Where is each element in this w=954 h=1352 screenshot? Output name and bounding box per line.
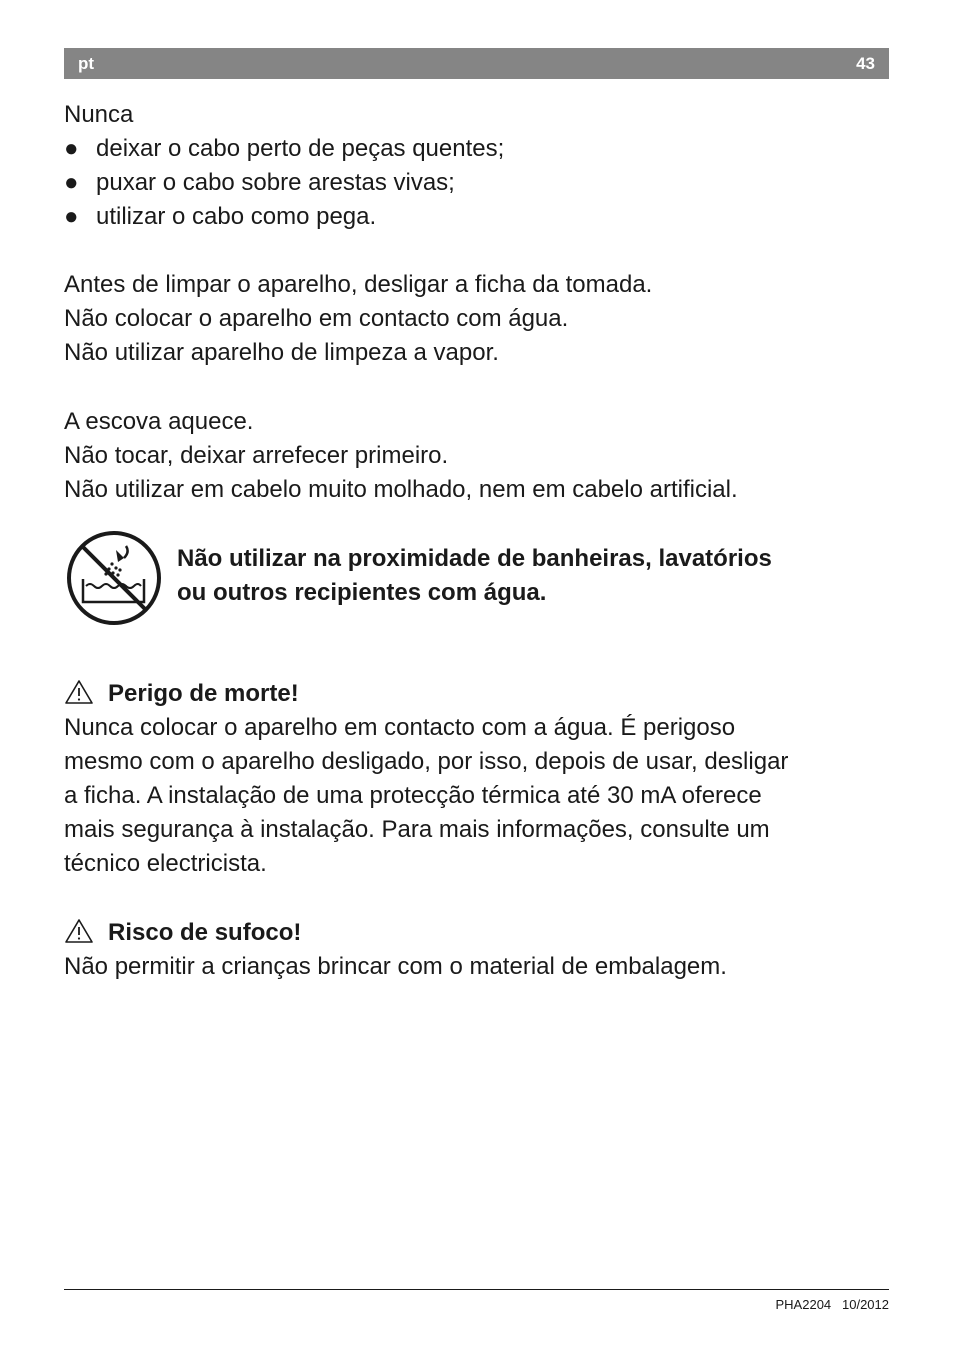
danger-heading: [64, 677, 299, 711]
cleaning-line: Não utilizar aparelho de limpeza a vapor.: [64, 339, 499, 366]
danger-line: a ficha. A instalação de uma protecção térmica até 30 mA oferece: [64, 782, 762, 809]
brush-line: A escova aquece.: [64, 408, 254, 435]
danger-title: Perigo de morte!: [108, 680, 299, 707]
brush-line: Não utilizar em cabelo muito molhado, nem em cabelo artificial.: [64, 476, 738, 503]
language-code: pt: [78, 54, 95, 73]
cable-item: ● utilizar o cabo como pega.: [64, 200, 376, 234]
edition-date: 10/2012: [842, 1297, 889, 1312]
water-notice: [177, 542, 772, 610]
footer-info: [776, 1297, 890, 1313]
cleaning-line: Antes de limpar o aparelho, desligar a ficha da tomada.: [64, 271, 653, 298]
page-header-bar: [64, 48, 889, 79]
water-notice-line: ou outros recipientes com água.: [177, 579, 547, 606]
cleaning-line: Não colocar o aparelho em contacto com água.: [64, 305, 569, 332]
danger-line: mesmo com o aparelho desligado, por isso, depois de usar, desligar: [64, 748, 789, 775]
danger-line: mais segurança à instalação. Para mais informações, consulte um: [64, 816, 770, 843]
page-number: 43: [856, 54, 875, 73]
bullet-icon: ●: [64, 169, 79, 196]
suffocation-heading: [64, 916, 301, 950]
no-water-icon: [66, 530, 162, 626]
brush-line: Não tocar, deixar arrefecer primeiro.: [64, 442, 449, 469]
warning-triangle-icon: [64, 918, 94, 944]
suffocation-title: Risco de sufoco!: [108, 919, 302, 946]
cable-intro: Nunca: [64, 101, 134, 128]
danger-line: técnico electricista.: [64, 850, 267, 877]
bullet-icon: ●: [64, 135, 79, 162]
danger-line: Nunca colocar o aparelho em contacto com a água. É perigoso: [64, 714, 736, 741]
cable-item: ● deixar o cabo perto de peças quentes;: [64, 132, 504, 166]
warning-triangle-icon: [64, 679, 94, 705]
cable-item: ● puxar o cabo sobre arestas vivas;: [64, 166, 455, 200]
bullet-icon: ●: [64, 203, 79, 230]
suffocation-line: Não permitir a crianças brincar com o material de embalagem.: [64, 953, 727, 980]
water-notice-line: Não utilizar na proximidade de banheiras, lavatórios: [177, 545, 772, 572]
model-number: PHA2204: [775, 1297, 832, 1312]
footer-divider: [64, 1289, 889, 1290]
